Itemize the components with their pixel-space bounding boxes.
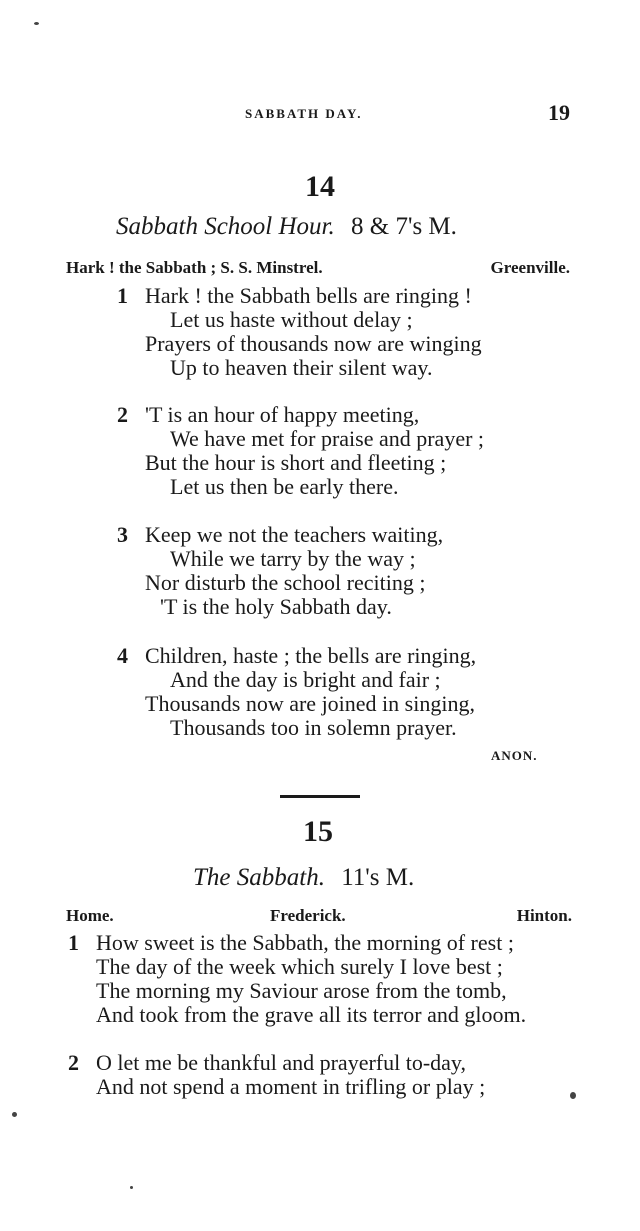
verse-line: O let me be thankful and prayerful to-day, bbox=[96, 1050, 466, 1075]
verse-line: How sweet is the Sabbath, the morning of rest ; bbox=[96, 930, 514, 955]
verse-line: Children, haste ; the bells are ringing, bbox=[145, 643, 477, 668]
tune-left: Hark ! the Sabbath ; S. S. Minstrel. bbox=[66, 258, 323, 277]
tune-right: Greenville. bbox=[490, 258, 570, 277]
scan-speck bbox=[12, 1112, 17, 1117]
tune-names bbox=[0, 906, 640, 928]
author-attribution: ANON. bbox=[491, 748, 538, 763]
verse-line: Thousands now are joined in singing, bbox=[145, 691, 475, 716]
stanza-number: 1 bbox=[68, 930, 79, 955]
stanza-number: 2 bbox=[68, 1050, 79, 1075]
verse-line: But the hour is short and fleeting ; bbox=[145, 450, 447, 475]
section-divider bbox=[280, 795, 360, 798]
verse-line: 'T is the holy Sabbath day. bbox=[160, 594, 392, 619]
hymn-meter: 11's M. bbox=[341, 864, 415, 891]
verse-line: We have met for praise and prayer ; bbox=[170, 426, 485, 451]
stanza-number: 1 bbox=[117, 283, 128, 308]
tune-right: Hinton. bbox=[516, 906, 572, 925]
stanza-number: 4 bbox=[117, 643, 128, 668]
verse-line: Up to heaven their silent way. bbox=[170, 355, 433, 380]
verse-line: Keep we not the teachers waiting, bbox=[145, 522, 444, 547]
page-number: 19 bbox=[548, 100, 570, 125]
verse-line: Prayers of thousands now are winging bbox=[145, 331, 482, 356]
verse-line: While we tarry by the way ; bbox=[170, 546, 416, 571]
verse-line: And not spend a moment in trifling or play ; bbox=[96, 1074, 486, 1099]
hymn-title-text: The Sabbath. bbox=[193, 864, 325, 891]
scan-speck bbox=[570, 1092, 576, 1099]
stanza-number: 3 bbox=[117, 522, 128, 547]
hymn-title bbox=[193, 864, 414, 892]
tune-names bbox=[0, 258, 640, 280]
hymn-meter: 8 & 7's M. bbox=[351, 213, 457, 240]
verse-line: Hark ! the Sabbath bells are ringing ! bbox=[145, 283, 472, 308]
tune-left: Home. bbox=[66, 906, 114, 925]
verse-line: Let us then be early there. bbox=[170, 474, 399, 499]
verse-line: And the day is bright and fair ; bbox=[170, 667, 441, 692]
hymn-title bbox=[116, 213, 457, 241]
verse-line: And took from the grave all its terror and gloom. bbox=[96, 1002, 527, 1027]
hymn-number: 14 bbox=[305, 170, 335, 203]
verse-line: The day of the week which surely I love best ; bbox=[96, 954, 503, 979]
verse-line: Nor disturb the school reciting ; bbox=[145, 570, 426, 595]
verse-line: Thousands too in solemn prayer. bbox=[170, 715, 457, 740]
hymn-title-text: Sabbath School Hour. bbox=[116, 213, 335, 240]
scan-speck bbox=[34, 22, 39, 25]
running-head: SABBATH DAY. bbox=[245, 106, 363, 121]
verse-line: Let us haste without delay ; bbox=[170, 307, 413, 332]
hymn-number: 15 bbox=[303, 815, 333, 848]
scan-speck bbox=[130, 1186, 133, 1189]
verse-line: The morning my Saviour arose from the tomb, bbox=[96, 978, 507, 1003]
stanza-number: 2 bbox=[117, 402, 128, 427]
verse-line: 'T is an hour of happy meeting, bbox=[145, 402, 420, 427]
tune-center: Frederick. bbox=[270, 906, 346, 925]
